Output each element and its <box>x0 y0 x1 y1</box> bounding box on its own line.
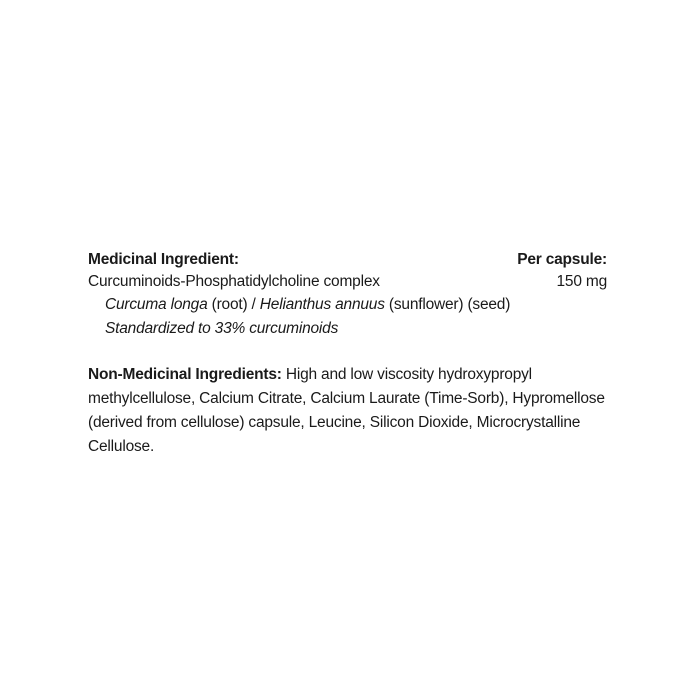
medicinal-ingredient-heading: Medicinal Ingredient: <box>88 251 239 268</box>
source-species-1: Curcuma longa <box>105 296 208 313</box>
non-medicinal-paragraph <box>88 363 612 459</box>
medicinal-header-row <box>88 249 612 271</box>
non-medicinal-text: High and low viscosity hydroxypropyl methylcellulose, Calcium Citrate, Calcium Laurate (Time-Sorb), Hypromellose (derived from cellulose) capsule, Leucine, Silicon Dioxide, Microcrystalline Cellulose. <box>88 366 605 455</box>
medicinal-ingredient-name: Curcuminoids-Phosphatidylcholine complex <box>88 273 380 290</box>
non-medicinal-heading: Non-Medicinal Ingredients: <box>88 366 282 383</box>
source-part-1: (root) / <box>207 296 260 313</box>
medicinal-ingredient-amount: 150 mg <box>556 273 607 290</box>
source-species-2: Helianthus annuus <box>259 296 385 313</box>
standardization-line: Standardized to 33% curcuminoids <box>105 320 339 337</box>
source-part-2: (sunflower) (seed) <box>384 296 511 313</box>
medicinal-ingredient-row <box>88 271 612 293</box>
ingredient-source-line <box>88 293 612 317</box>
per-capsule-heading: Per capsule: <box>517 251 607 268</box>
ingredients-panel <box>88 249 612 459</box>
